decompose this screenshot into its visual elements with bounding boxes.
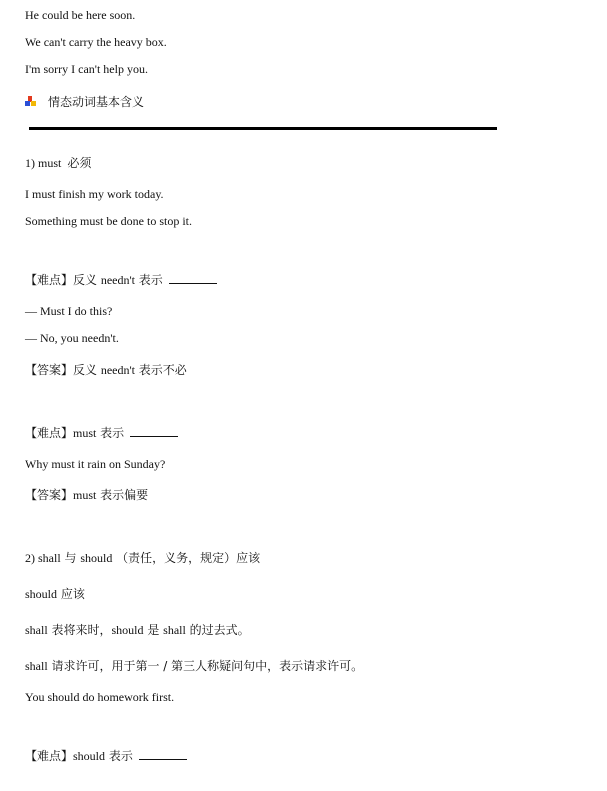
- difficulty-1: 【难点】反义 needn't 表示: [25, 272, 217, 288]
- should-meaning: should 应该: [25, 587, 85, 601]
- line-cant-help: I'm sorry I can't help you.: [25, 62, 148, 76]
- section-heading: [25, 92, 144, 110]
- line-could: He could be here soon.: [25, 8, 136, 22]
- must-example-3: Why must it rain on Sunday?: [25, 457, 166, 471]
- must-title: 1) must 必须: [25, 156, 92, 170]
- answer-blank: [139, 748, 187, 760]
- must-example-2: Something must be done to stop it.: [25, 214, 192, 228]
- colorful-bookmark-icon: [25, 96, 36, 107]
- answer-1: 【答案】反义 needn't 表示不必: [25, 363, 187, 377]
- must-example-1: I must finish my work today.: [25, 187, 164, 201]
- line-cant-carry: We can't carry the heavy box.: [25, 35, 167, 49]
- shall-past-tense: shall 表将来时，should 是 shall 的过去式。: [25, 623, 250, 637]
- difficulty-3: 【难点】should 表示: [25, 748, 187, 764]
- shall-request: shall 请求许可，用于第一 / 第三人称疑问句中，表示请求许可。: [25, 659, 364, 673]
- difficulty-2: 【难点】must 表示: [25, 425, 178, 441]
- answer-blank: [169, 272, 217, 284]
- dialog-2: — No, you needn't.: [25, 331, 119, 345]
- divider: [29, 127, 497, 130]
- answer-blank: [130, 425, 178, 437]
- answer-2: 【答案】must 表示偏要: [25, 488, 149, 502]
- dialog-1: — Must I do this?: [25, 304, 113, 318]
- heading-text: 情态动词基本含义: [48, 94, 145, 109]
- should-example: You should do homework first.: [25, 690, 175, 704]
- shall-title: 2) shall 与 should （责任，义务，规定）应该: [25, 551, 261, 565]
